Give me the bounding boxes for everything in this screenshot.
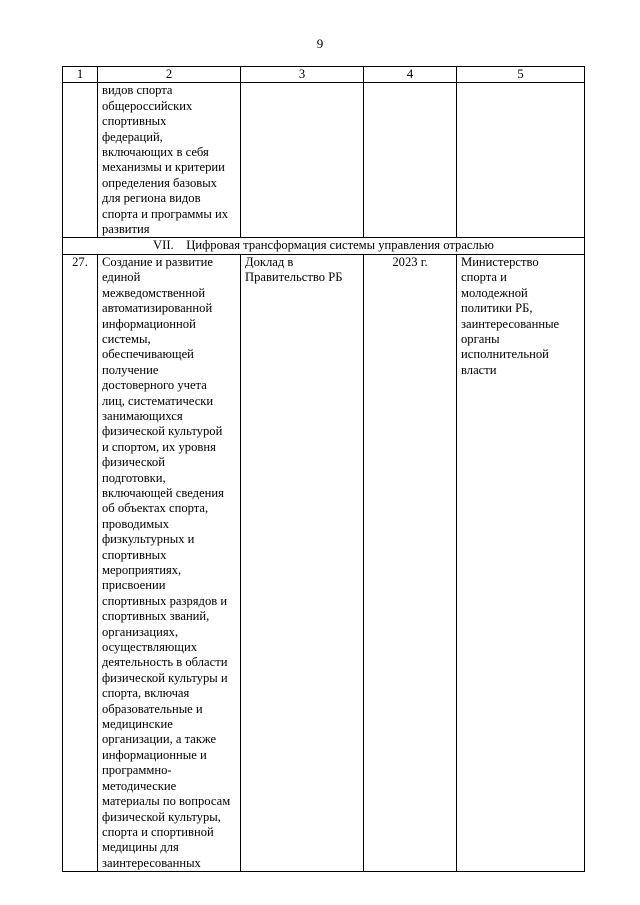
description-line: спортивных [102,114,167,129]
description-line: и спортом, их уровня [102,439,216,454]
description-line: получение [102,362,159,377]
responsible-line: молодежной [461,285,528,300]
result-line: Правительство РБ [245,270,343,285]
description-line: автоматизированной [102,301,213,316]
description-line: физкультурных и [102,532,195,547]
responsible-line: заинтересованные [461,316,560,331]
description-line: спортивных званий, [102,609,210,624]
continued-number-cell [63,83,98,238]
description-line: медицинские [102,717,173,732]
description-line: организациях, [102,624,179,639]
description-line: включающей сведения [102,485,224,500]
responsible-line: Министерство [461,254,539,269]
description-line: заинтересованных [102,855,201,870]
description-line: федераций, [102,129,163,144]
description-line: программно- [102,763,172,778]
table-header-row [63,67,585,83]
description-line: деятельность в области [102,655,228,670]
page-number: 9 [316,36,324,51]
section-row [63,238,585,254]
description-line: спорта и программы их [102,206,229,221]
description-line: определения базовых [102,175,217,190]
header-col-3: 3 [241,67,364,83]
table-row-continued [63,83,585,238]
description-line: развития [102,222,150,237]
description-line: физической культуры и [102,670,228,685]
description-line: информационные и [102,747,207,762]
description-line: медицины для [102,840,179,855]
section-title: VII. Цифровая трансформация системы управления отраслью [63,238,585,254]
header-col-4: 4 [364,67,457,83]
responsible-line: спорта и [461,270,507,285]
row-number: 27. [63,254,98,871]
description-line: достоверного учета [102,378,207,393]
description-line: об объектах спорта, [102,501,209,516]
result-line: Доклад в [245,254,294,269]
description-line: для региона видов [102,191,201,206]
row-result-cell [241,254,364,871]
header-col-2: 2 [98,67,241,83]
description-line: физической культуры, [102,809,221,824]
continued-description-cell [98,83,241,238]
description-line: присвоении [102,578,166,593]
responsible-line: органы [461,331,500,346]
description-line: образовательные и [102,701,203,716]
description-line: организации, а также [102,732,217,747]
description-line: осуществляющих [102,640,198,655]
description-line: проводимых [102,516,170,531]
plan-table [62,66,585,872]
continued-deadline-cell [364,83,457,238]
description-line: включающих в себя [102,145,209,160]
responsible-line: политики РБ, [461,301,533,316]
description-line: мероприятиях, [102,563,182,577]
row-deadline-cell: 2023 г. [364,254,457,871]
row-description-cell [98,254,241,871]
description-line: лиц, систематически [102,393,214,408]
description-line: спортивных [102,547,167,562]
description-line: общероссийских [102,98,193,113]
description-line: методические [102,778,177,793]
header-col-1: 1 [63,67,98,83]
description-line: занимающихся [102,408,183,423]
description-line: обеспечивающей [102,347,194,362]
continued-responsible-cell [457,83,585,238]
description-line: физической культурой [102,424,223,439]
responsible-line: исполнительной [461,347,549,362]
header-col-5: 5 [457,67,585,83]
table-row-27 [63,254,585,871]
description-line: спорта и спортивной [102,824,214,839]
description-line: Создание и развитие [102,254,213,269]
description-line: межведомственной [102,285,206,300]
continued-result-cell [241,83,364,238]
description-line: механизмы и критерии [102,160,225,175]
description-line: физической [102,455,165,470]
responsible-line: власти [461,362,497,377]
description-line: подготовки, [102,470,166,485]
description-line: материалы по вопросам [102,794,231,809]
description-line: единой [102,270,141,285]
description-line: видов спорта [102,83,173,98]
description-line: информационной [102,316,196,331]
description-line: спорта, включая [102,686,190,701]
description-line: спортивных разрядов и [102,593,228,608]
row-responsible-cell [457,254,585,871]
description-line: системы, [102,331,151,346]
